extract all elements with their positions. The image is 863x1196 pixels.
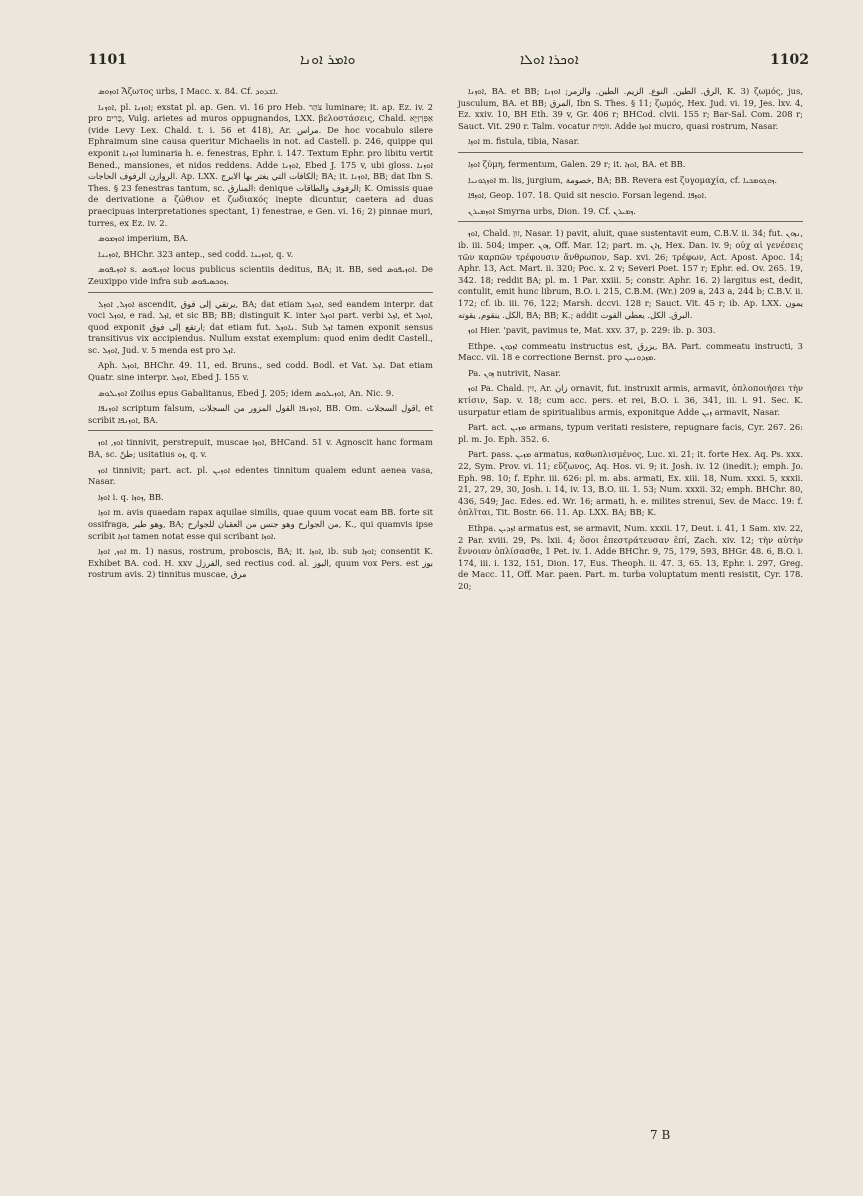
entry: ܐܘܙܝܢܐ, BHChr. 323 antep., sed codd. ܐܘܙܝܢܐ, q. v. bbox=[98, 248, 294, 259]
entry: Pa. ܙܘܢ nutrivit, Nasar. bbox=[468, 367, 561, 378]
section-divider bbox=[458, 221, 803, 222]
entry: ܐܘܙ, ܐܘܙ tinnivit, perstrepuit, muscae ܐܘܙܐ, BHCand. 51 v. Agnoscit hanc formam BA, sc. طنّ; usitatius ܙܘ, q. v. bbox=[88, 437, 433, 460]
entry: Ethpa. ܐܙܕܝܢ armatus est, se armavit, Num. xxxii. 17, Deut. i. 41, 1 Sam. xiv. 22, 2 Par. xviii. 29, Ps. lxii. 4; ὅσοι ἐπεστράτευσαν ἐπί, Zach. xiv. 12; τὴν αὐτὴν ἔννοιαν ὁπλίσασθε, 1 Pet. iv. 1. Adde BHChr. 9, 75, 179, 593, BHGr. 48. 6, B.O. i. 174, iii. i. 132, 151, Dion. 17, Eus. Theoph. ii. 47. 3, 65. 13, Ephr. i. 297, Greg. de Macc. 11, Off. Mar. paen. Part. m. turba voluptatum menti resistit, Cyr. 178. 20; bbox=[458, 523, 803, 591]
entry: ܐܘܙ Hier. 'pavit, pavimus te, Mat. xxv. 37, p. 229: ib. p. 303. bbox=[468, 325, 716, 336]
entry: Part. act. ܡܙܝܢ armans, typum veritati resistere, repugnare facis, Cyr. 267. 26: pl. m. Jo. Eph. 352. 6. bbox=[458, 422, 803, 444]
entry: ܐܘܙܐ m. fistula, tibia, Nasar. bbox=[468, 136, 580, 147]
entry: Part. pass. ܡܙܝܢ armatus, καθωπλισμένος, Luc. xi. 21; it. forte Hex. Aq. Ps. xxx. 22, Sym. Prov. vi. 11; εὔζωνος, Aq. Hos. vi. 9; it. Josh. iv. 12 (inedit.); emph. Jo. Eph. 98. 10; f. Ephr. iii. 626: pl. m. abs. armati, Ex. xiii. 18, Num. xxxi. 5, xxxii. 21, 27, 29, 30, Josh. i. 14, iv. 13, B.O. iii. 1. 53; Num. xxxii. 32; emph. BHChr. 80, 436, 549; Jac. Edes. ed. Wr. 16; armati, h. e. milites strenui, Sev. de Macc. 19: f. ὁπλῖται, Tit. Bostr. 66. 11. Ap. LXX. BA; BB; K. bbox=[458, 449, 803, 518]
section-divider bbox=[88, 292, 433, 293]
section-divider bbox=[88, 430, 433, 431]
left-running-title: ܘܐܡܪ ܐܘܢܐ bbox=[300, 52, 356, 68]
entry: ܐܘܙܢܦܐ scriptum falsum, ܐܘܙܢܦܐ القول المزور من السجلات, BB. Om. اقول السجلات, et scribit ܐܘܙܢܦܐ, BA. bbox=[88, 403, 433, 425]
entry: ܐܘܙܝܦܘܣ s. ܐܘܙܝܦܘܣ locus publicus scientiis deditus, BA; it. BB, sed ܐܘܙܝܦܘܣ. De Zeuxippo vide infra sub ܙܘܟܣܝܦܘܣ. bbox=[88, 264, 433, 286]
right-running-title: ܐܘܟܪܐ ܐܘܠܐ bbox=[520, 52, 579, 68]
entry: ܐܘܙܦܐ, Geop. 107. 18. Quid sit nescio. Forsan legend. ܐܘܙܦܐ. bbox=[468, 190, 707, 201]
entry: Ethpe. ܐܙܕܘܢ commeatu instructus est, يزرق, BA. Part. commeatu instructi, 3 Macc. vii. 18 e correctione Bernst. pro ܡܙܕܘܢܝܢ. bbox=[458, 340, 803, 363]
right-column bbox=[458, 86, 803, 597]
entry: ܐܘܙܓܘܢܝܐ m. lis, jurgium, خصومة, BA; BB. Revera est ζυγομαχία, cf. ܙܘܓܘܡܟܝܐ. bbox=[468, 174, 777, 185]
entry: ܐܘܙ, Chald. זוּן, Nasar. 1) pavit, aluit, quae sustentavit eum, C.B.V. ii. 34; fut. ܢܙܘܢ, ib. iii. 504; imper. ܙܘܢ, Off. Mar. 12; part. m. ܙܐܢ, Hex. Dan. iv. 9; οὐχ αἱ γενέσεις τῶν καρπῶν τρέφουσιν ἄνθρωπον, Sap. xvi. 26; τρέφων, Act. Apost. Apoc. 14; Aphr. 13, Act. Mart. ii. 320; Poc. x. 2 v; Severi Poet. 157 r; Ephr. ed. Ov. 265. 19, 342. 18; reddit BA; pl. m. 1 Par. xxiii. 5; constr. Aphr. 16. 2) largitus est, dedit, contulit, emit hunc librum, B.O. i. 215, C.B.M. (Wr.) 209 a, 243 a, 244 b; C.B.V. ii. 172; cf. ib. iii. 76, 122; Marsh. dccvi. 128 r; Sauct. Vit. 45 r; ib. Ap. LXX. يمون الكل. ينقوم, يقوته, BA; BB; K.; addit البرق. الكل. يعطي القوت. bbox=[458, 228, 803, 320]
section-divider bbox=[458, 152, 803, 153]
entry: ܐܘܙ tinnivit; part. act. pl. ܐܘܙܝܢ edentes tinnitum qualem edunt aenea vasa, Nasar. bbox=[88, 464, 433, 487]
right-page-number: 1102 bbox=[770, 52, 809, 68]
entry: Aph. ܐܘܙܠ, BHChr. 49. 11, ed. Bruns., sed codd. Bodl. et Vat. ܐܙܠ. Dat etiam Quatr. sine interpr. ܐܘܙܠ, Ebed J. 155 v. bbox=[88, 360, 433, 383]
entry: ܐܘܙܐ m. avis quaedam rapax aquilae similis, quae quum vocat eam BB. forte sit ossifraga, وهو طير, BA; من الجوارح وهو جنس من العقبان للجوارح, K., qui quamvis ipse scribit ܐܘܙܐ tamen notat esse qui scribant ܐܘܙܐ. bbox=[88, 507, 433, 541]
printer-signature: 7 B bbox=[650, 1128, 671, 1142]
entry: ܐܘܙܡܘܣ imperium, BA. bbox=[98, 233, 189, 244]
entry: ܐܘܙܝܠܘܣ Zoilus epus Gabalitanus, Ebed J. 205; idem ܐܘܙܝܠܘܣ, An. Nic. 9. bbox=[98, 387, 394, 398]
entry: ܐܘܙܘܣ Ἄζωτος urbs, I Macc. x. 84. Cf. ܐܫܕܘܕ. bbox=[98, 86, 279, 96]
entry: ܐܘܙܢܐ, BA. et BB; الرق. الطين. النوع. الزيم. الطين. والزمر; ܐܘܙܢܐ, K. 3) ζωμός, jus, jusculum, BA. et BB; المرق, Ibn S. Thes. § 11; ζωμός, Hex. Jud. vi. 19, Jes. lxv. 4, Ez. xxiv. 10, BH Eth. 39 v, Gr. 406 r; BHCod. clvii. 155 r; Bar-Sal. Com. 208 r; Sauct. Vit. 290 r. Talm. vocatur זוֹמִית. Adde ܐܘܙܐ mucro, quasi rostrum, Nasar. bbox=[458, 86, 804, 131]
entry: ܐܘܙܡܝܪܢ Smyrna urbs, Dion. 19. Cf. ܙܡܝܪܢ. bbox=[468, 205, 636, 216]
entry: ܐܘܙܠ, ܐܘܙܠ ascendit, يرتقي إلى فوق, BA; dat etiam ܐܘܙܠ, sed eandem interpr. dat voci ܐܘܙܠ, e rad. ܐܙܠ, et sic BB; BB; distinguit K. inter ܐܘܙܠ part. verbi ܐܙܠ, et ܐܘܙܠ, quod exponit ارتقع إلى فوق; dat etiam fut. ܢܐܘܙܠ. Sub ܐܙܠ tamen exponit sensus transitivus vix accipiendus. Nullum exstat exemplum: quod enim dedit Castell., sc. ܐܘܙܠ, Jud. v. 5 menda est pro ܐܙܠ. bbox=[88, 298, 434, 355]
entry: ܐܘܙܐ i. q. ܙܘܙܐ, BB. bbox=[98, 491, 164, 502]
entry: ܐܘܙ Pa. Chald. זין, Ar. زان ornavit, fut. instruxit armis, armavit, ὁπλοποιήσει τὴν κτίσιν, Sap. v. 18; cum acc. pers. et rei, B.O. i. 36, 341, iii. i. 91. Sec. K. usurpatur etiam de spiritualibus armis, exponitque Adde ܙܝܢ armavit, Nasar. bbox=[458, 383, 804, 417]
entry: ܐܘܙܢܐ, pl. ܐܘܙܢܐ; exstat pl. ap. Gen. vi. 16 pro Heb. צֹהַר luminare; it. ap. Ez. iv. 2 pro כָּרִים, Vulg. arietes ad muros oppugnandos, LXX. βελοστάσεις, Chald. אַפְּרְזַיָּא (vide Levy Lex. Chald. t. i. 56 et 418), Ar. مراس. De hoc vocabulo silere Ephraimum sine causa queritur Michaelis in not. ad Castell. p. 246, quippe qui exponit ܐܘܙܢܐ luminaria h. e. fenestras, Ephr. i. 147. Textum Ephr. pro libitu vertit Bened., mansiones, et nidos reddens. Adde ܐܘܙܢܐ, Ebed J. 175 v, ubi gloss. ܐܘܙܢܐ الروازن الرفوف الحاجات. Ap. LXX. الكافات التي يغتر بها الابرج; BA; it. ܐܘܙܢܐ, BB; dat Ibn S. Thes. § 23 fenestras tantum, sc. المنارق: denique الرفوف والطاقات; K. Omissis quae de derivatione a ζώθιον et ζωδιακός inepte dicuntur, caetera ad duas praecipuas interpretationes spectant, 1) fenestrae, e Gen. vi. 16; 2) pinnae muri, turres, ex Ez. iv. 2. bbox=[88, 101, 434, 228]
entry: ܐܘܙܐ ζύμη, fermentum, Galen. 29 r; it. ܐܘܙܐ, BA. et BB. bbox=[468, 158, 686, 169]
left-column bbox=[88, 86, 433, 585]
left-page-number: 1101 bbox=[88, 52, 127, 68]
entry: ܐܘܙ, ܐܘܙܐ m. 1) nasus, rostrum, proboscis, BA; it. ܐܘܙܐ, ib. sub ܐܘܙܐ; consentit K. Exhibet BA. cod. H. xxv الفرزل, sed rectius cod. al. البوز, quum vox Pers. est بوز rostrum avis. 2) tinnitus muscae, مرق bbox=[88, 546, 434, 580]
